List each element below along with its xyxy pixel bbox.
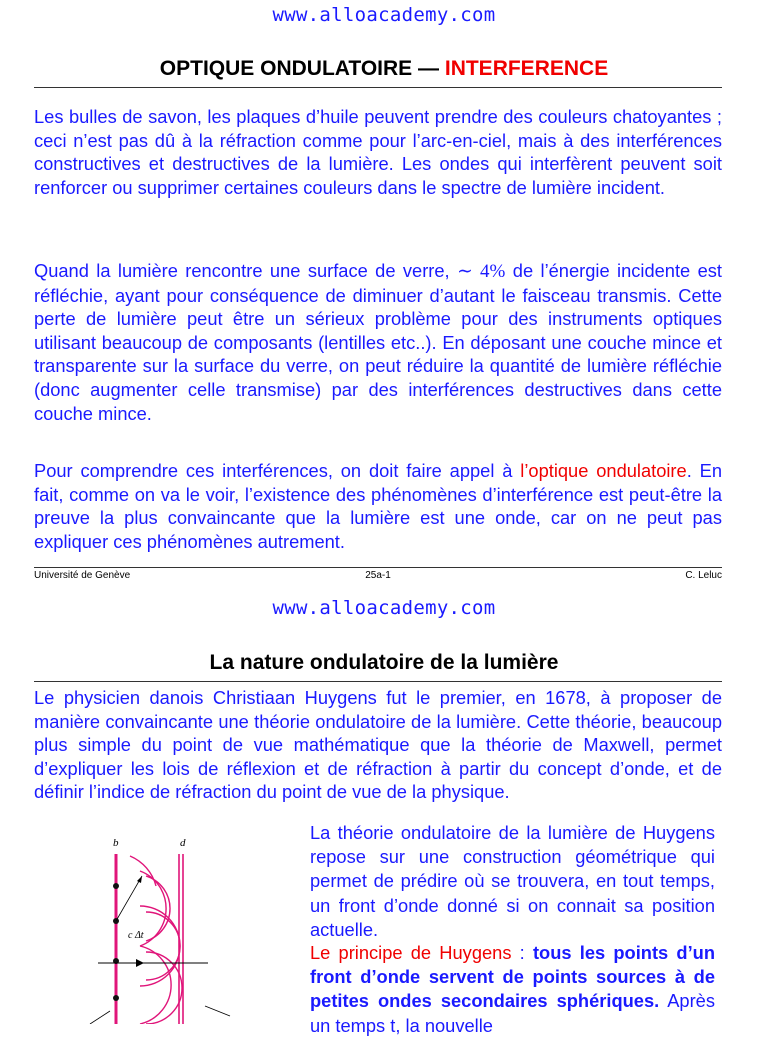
glass-text-a: Quand la lumière rencontre une surface de verre, xyxy=(34,260,458,281)
title-main: OPTIQUE ONDULATOIRE — xyxy=(159,57,445,80)
propagation-arrowhead xyxy=(136,959,144,967)
wave-optics-link: l’optique ondulatoire xyxy=(520,460,687,481)
label-d: d xyxy=(180,837,186,849)
footer-author: C. Leluc xyxy=(685,570,722,581)
pointer-line-right xyxy=(205,1006,230,1016)
principle-statement: tous les points d’un front d’onde servent de points sources à de petites ondes secondaires sphériques. xyxy=(310,942,716,1012)
construction-paragraph: La théorie ondulatoire de la lumière de Huygens repose sur une construction géométrique qui permet de prédire où se trouvera, en tout temps, un front d’onde donné si on connait sa position actuelle. xyxy=(310,822,715,940)
page-footer xyxy=(34,570,722,584)
footer-page-number: 25a-1 xyxy=(365,570,391,581)
principle-separator: : xyxy=(511,942,533,963)
radius-arrow xyxy=(116,876,142,921)
title-divider xyxy=(34,87,722,88)
percent-math: ∼ 4% xyxy=(457,261,506,282)
radius-arrowhead xyxy=(137,876,142,883)
huygens-principle-paragraph xyxy=(310,941,715,1038)
glass-paragraph xyxy=(34,259,722,425)
huygens-paragraph: Le physicien danois Christiaan Huygens fut le premier, en 1678, à proposer de manière convaincante une théorie ondulatoire de la lumière. Cette théorie, beaucoup plus simple du point de vue mathématique que la théorie de Maxwell, permet d’expliquer les lois de réflexion et de réfraction à partir du concept d’onde, et de définir l’indice de réfraction du point de vue de la physique. xyxy=(34,687,722,803)
principle-tail: Après un temps t, la nouvelle xyxy=(310,990,715,1036)
pointer-line-left xyxy=(90,1011,110,1024)
section-divider xyxy=(34,681,722,682)
wave-text-a: Pour comprendre ces interférences, on doit faire appel à xyxy=(34,460,521,481)
huygens-wavefront-diagram xyxy=(60,826,290,1024)
intro-paragraph: Les bulles de savon, les plaques d’huile peuvent prendre des couleurs chatoyantes ; ceci n’est pas dû à la réfraction comme pour l’arc-en-ciel, mais à des interférences constructives et destructives de la lumière. Les ondes qui interfèrent peuvent soit renforcer ou supprimer certaines couleurs dans le spectre de lumière incident. xyxy=(34,106,722,198)
glass-text-b: de l’énergie incidente est réfléchie, ayant pour conséquence de diminuer d’autant le faisceau transmis. Cette perte de lumière peut être un sérieux problème pour des instruments optiques utilisant beaucoup de composants (lentilles etc..). En déposant une couche mince et transparente sur la surface du verre, on peut réduire la quantité de lumière réfléchie (donc augmenter celle transmise) par des interférences destructives dans cette couche mince. xyxy=(34,260,723,424)
label-c-delta-t: c Δt xyxy=(128,930,144,941)
site-url-second[interactable]: www.alloacademy.com xyxy=(272,597,496,619)
principle-name: Le principe de Huygens xyxy=(310,942,512,963)
page-title xyxy=(0,57,768,81)
wave-optics-paragraph xyxy=(34,459,722,553)
footer-divider xyxy=(34,567,722,568)
wave-text-b: . En fait, comme on va le voir, l’existence des phénomènes d’interférence est peut-être la preuve la plus convaincante que la lumière est une onde, car on ne peut pas expliquer ces phénomènes autrement. xyxy=(34,460,722,552)
title-highlight: INTERFERENCE xyxy=(444,57,609,80)
label-b: b xyxy=(113,837,119,849)
footer-university: Université de Genève xyxy=(34,570,131,581)
site-url-top[interactable]: www.alloacademy.com xyxy=(272,4,496,26)
section-title: La nature ondulatoire de la lumière xyxy=(209,651,559,674)
